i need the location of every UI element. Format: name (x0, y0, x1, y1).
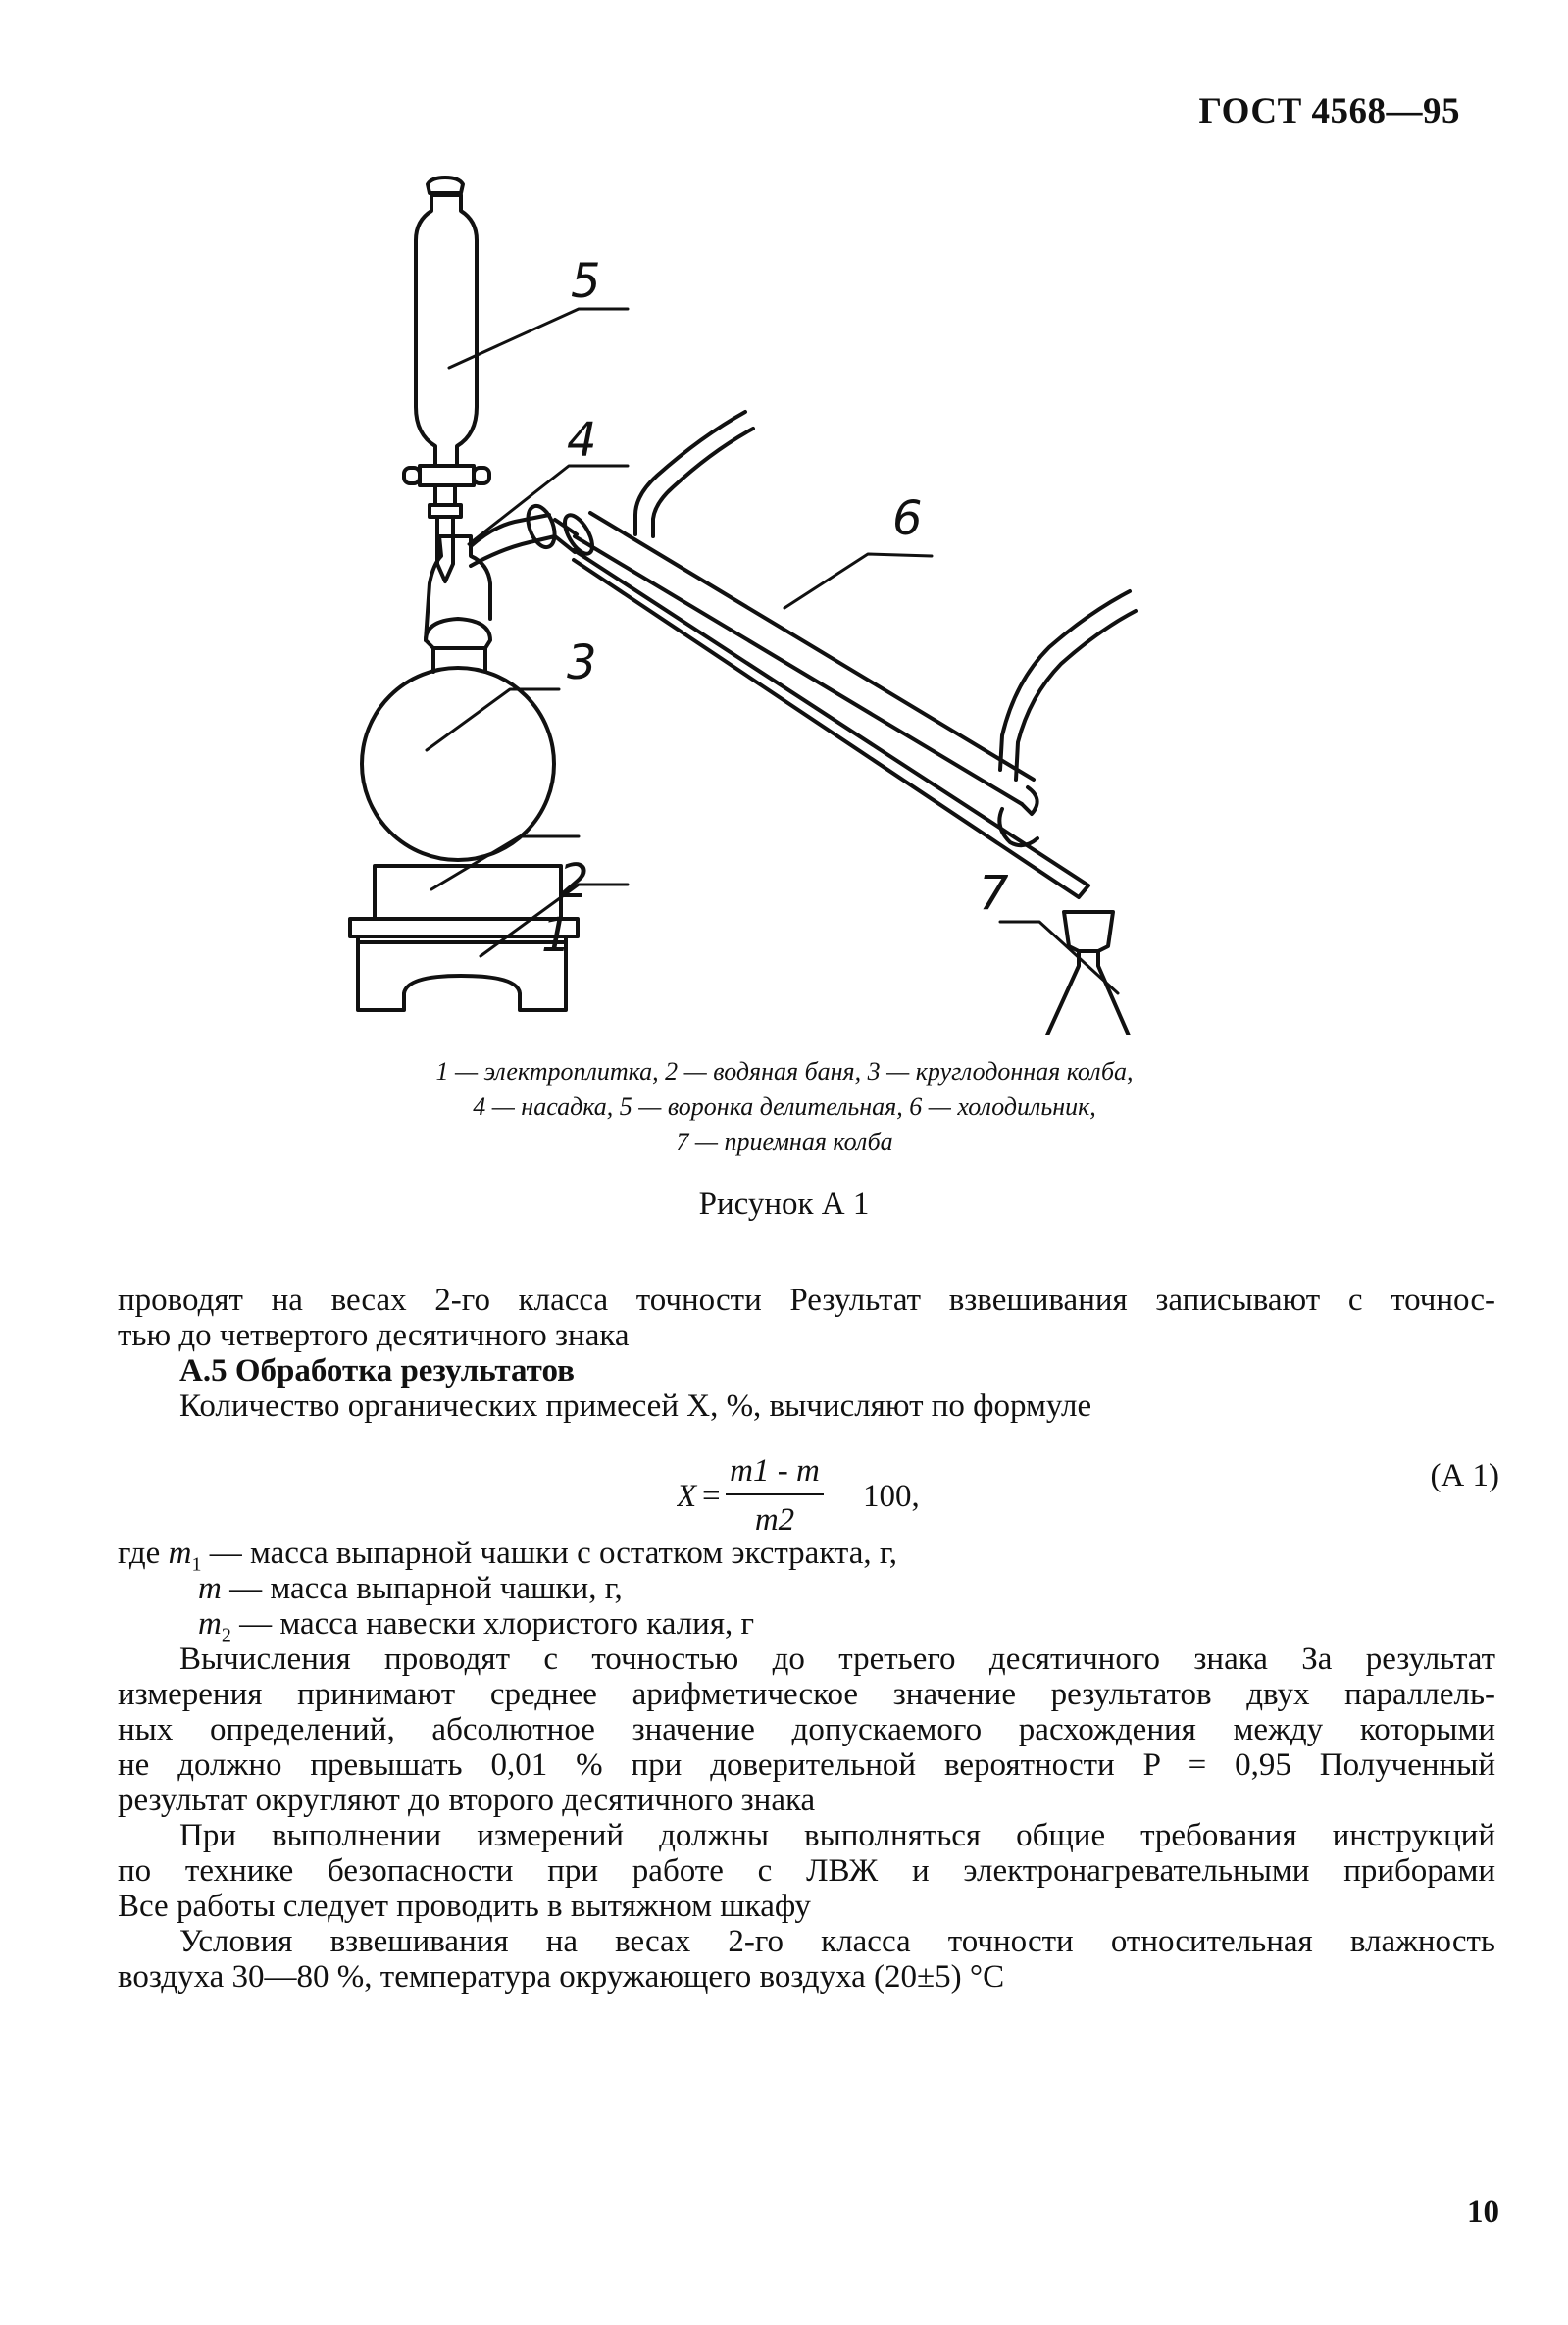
paragraph-line: воздуха 30—80 %, температура окружающего воздуха (20±5) °С (118, 1959, 1005, 1995)
definition-line: где $m_1$ — масса выпарной чашки с остатком экстракта, г, (118, 1536, 897, 1576)
definition-line: m — масса выпарной чашки, г, (198, 1571, 623, 1606)
section-heading: А.5 Обработка результатов (179, 1353, 575, 1389)
caption-line: 7 — приемная колба (676, 1128, 893, 1156)
variable-definitions (118, 1536, 1495, 1646)
label-6: 6 (892, 491, 923, 546)
text-block-bottom (118, 1642, 1495, 1995)
text-block-top (118, 1283, 1495, 1424)
document-header: ГОСТ 4568—95 (1198, 91, 1460, 131)
water-bath-drawing (375, 866, 561, 919)
receiving-flask-drawing (1029, 912, 1146, 1035)
paragraph-line: При выполнении измерений должны выполняться общие требования инструкций (179, 1818, 1495, 1853)
page-number: 10 (1467, 2195, 1499, 2230)
leader-lines (427, 309, 1118, 993)
label-5: 5 (571, 254, 601, 309)
paragraph-line: Условия взвешивания на весах 2-го класса точности относительная влажность (179, 1924, 1495, 1959)
label-3: 3 (567, 635, 597, 690)
paragraph-line: ных определений, абсолютное значение допускаемого расхождения между которыми (118, 1712, 1495, 1747)
definition-line: $m_2$ — масса навески хлористого калия, г (198, 1606, 755, 1646)
label-7: 7 (979, 866, 1009, 921)
formula-numerator: m1 - m (730, 1453, 820, 1489)
separating-funnel-drawing (404, 177, 489, 581)
condenser-drawing (555, 412, 1136, 897)
caption-line: 4 — насадка, 5 — воронка делительная, 6 — холодильник, (473, 1092, 1096, 1121)
formula-a1 (677, 1451, 1030, 1536)
caption-line: 1 — электроплитка, 2 — водяная баня, 3 — круглодонная колба, (435, 1057, 1134, 1086)
figure-title: Рисунок А 1 (698, 1187, 870, 1222)
formula-denominator: m2 (754, 1502, 795, 1536)
paragraph-line: Все работы следует проводить в вытяжном шкафу (118, 1889, 811, 1924)
paragraph-line: Количество органических примесей X, %, вычисляют по формуле (179, 1389, 1092, 1424)
apparatus-figure (324, 172, 1265, 1035)
label-1: 1 (541, 908, 572, 963)
paragraph-line: проводят на весах 2-го класса точности Результат взвешивания записывают с точнос- (118, 1283, 1495, 1318)
formula-lhs: X (677, 1479, 697, 1514)
paragraph-line: не должно превышать 0,01 % при доверительной вероятности P = 0,95 Полученный (118, 1747, 1495, 1783)
figure-caption (196, 1054, 1373, 1160)
paragraph-line: тью до четвертого десятичного знака (118, 1318, 630, 1353)
equation-number: (А 1) (1430, 1458, 1499, 1493)
paragraph-line: результат округляют до второго десятичного знака (118, 1783, 816, 1818)
label-2: 2 (559, 854, 589, 909)
paragraph-line: Вычисления проводят с точностью до третьего десятичного знака За результат (179, 1642, 1495, 1677)
label-4: 4 (567, 413, 597, 468)
paragraph-line: измерения принимают среднее арифметическое значение результатов двух параллель- (118, 1677, 1495, 1712)
formula-eq: = (702, 1479, 721, 1514)
paragraph-line: по технике безопасности при работе с ЛВЖ и электронагревательными приборами (118, 1853, 1495, 1889)
round-flask-drawing (362, 619, 554, 860)
formula-factor: 100, (863, 1479, 920, 1514)
